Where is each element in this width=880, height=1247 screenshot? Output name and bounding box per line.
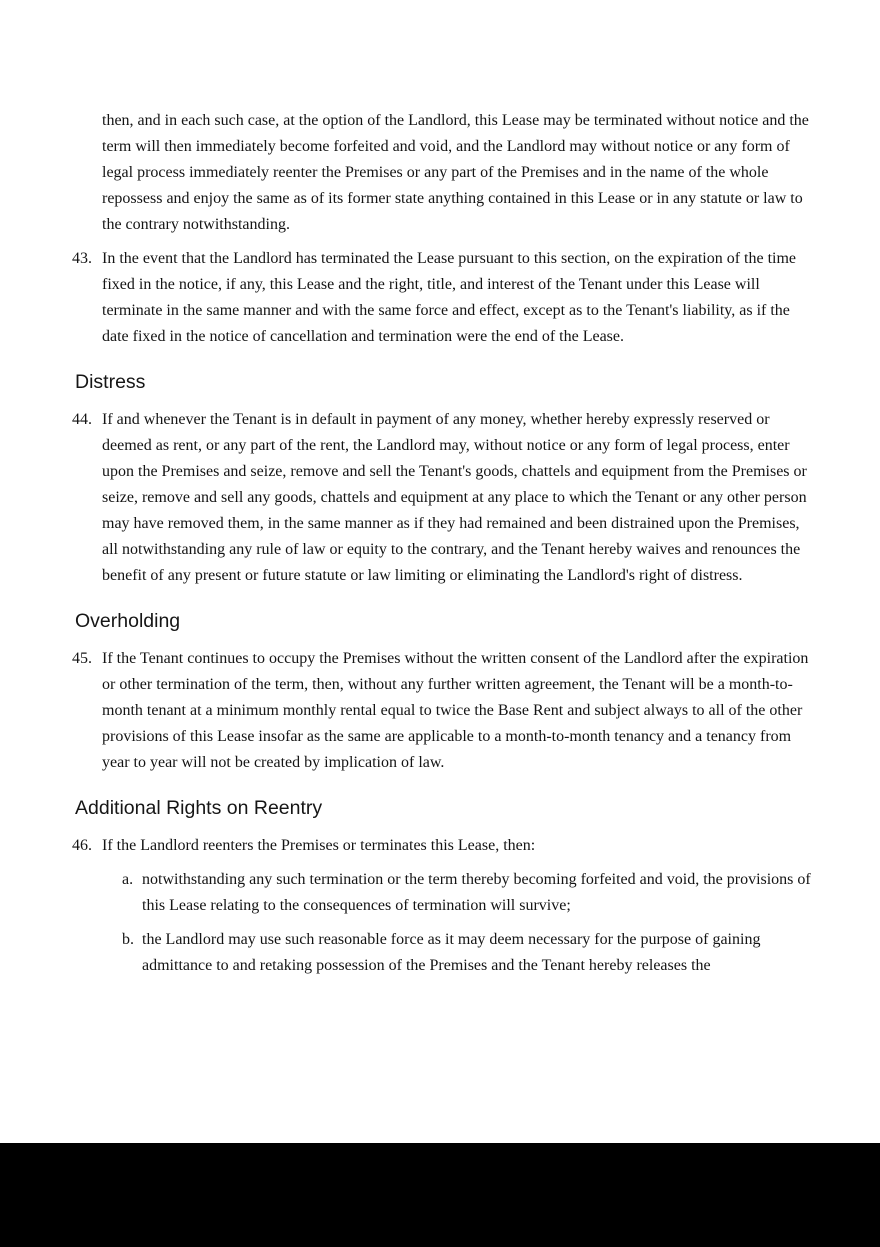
list-item-45: [72, 646, 816, 776]
section-heading-additional-rights-on-reentry: Additional Rights on Reentry: [75, 797, 323, 819]
bottom-black-bar: [0, 1143, 880, 1247]
section-heading-distress: Distress: [75, 371, 146, 393]
sub-item-letter: b.: [122, 931, 134, 948]
list-item-43: [72, 246, 816, 350]
item-number: 46.: [72, 837, 92, 854]
sub-item-text: the Landlord may use such reasonable force as it may deem necessary for the purpose of gaining admittance to and retaking possession of the Premises and the Tenant hereby releases the: [142, 931, 761, 974]
sub-item-b: [122, 927, 816, 979]
item-number: 43.: [72, 250, 92, 267]
sub-item-text: notwithstanding any such termination or the term thereby becoming forfeited and void, the provisions of this Lease relating to the consequences of termination will survive;: [142, 871, 811, 914]
item-number: 45.: [72, 650, 92, 667]
item-text: If and whenever the Tenant is in default in payment of any money, whether hereby expressly reserved or deemed as rent, or any part of the rent, the Landlord may, without notice or any form of legal process, enter upon the Premises and seize, remove and sell the Tenant's goods, chattels and equipment from the Premises or seize, remove and sell any goods, chattels and equipment at any place to which the Tenant or any other person may have removed them, in the same manner as if they had remained and been distrained upon the Premises, all notwithstanding any rule of law or equity to the contrary, and the Tenant hereby waives and renounces the benefit of any present or future statute or law limiting or eliminating the Landlord's right of distress.: [102, 411, 807, 584]
list-item-44: [72, 407, 816, 589]
continuation-paragraph: then, and in each such case, at the option of the Landlord, this Lease may be terminated without notice and the term will then immediately become forfeited and void, and the Landlord may without notice or any form of legal process immediately reenter the Premises or any part of the Premises and in the name of the whole repossess and enjoy the same as of its former state anything contained in this Lease or in any statute or law to the contrary notwithstanding.: [102, 112, 809, 233]
item-text: If the Tenant continues to occupy the Premises without the written consent of the Landlord after the expiration or other termination of the term, then, without any further written agreement, the Tenant will be a month-to-month tenant at a minimum monthly rental equal to twice the Base Rent and subject always to all of the other provisions of this Lease insofar as the same are applicable to a month-to-month tenancy and a tenancy from year to year will not be created by implication of law.: [102, 650, 809, 771]
sub-item-a: [122, 867, 816, 919]
list-item-46: [72, 833, 816, 979]
item-text: In the event that the Landlord has terminated the Lease pursuant to this section, on the expiration of the time fixed in the notice, if any, this Lease and the right, title, and interest of the Tenant under this Lease will terminate in the same manner and with the same force and effect, except as to the Tenant's liability, as if the date fixed in the notice of cancellation and termination were the end of the Lease.: [102, 250, 797, 345]
item-text: If the Landlord reenters the Premises or terminates this Lease, then:: [102, 837, 536, 854]
item-number: 44.: [72, 411, 92, 428]
sub-item-letter: a.: [122, 871, 134, 888]
section-heading-overholding: Overholding: [75, 610, 181, 632]
